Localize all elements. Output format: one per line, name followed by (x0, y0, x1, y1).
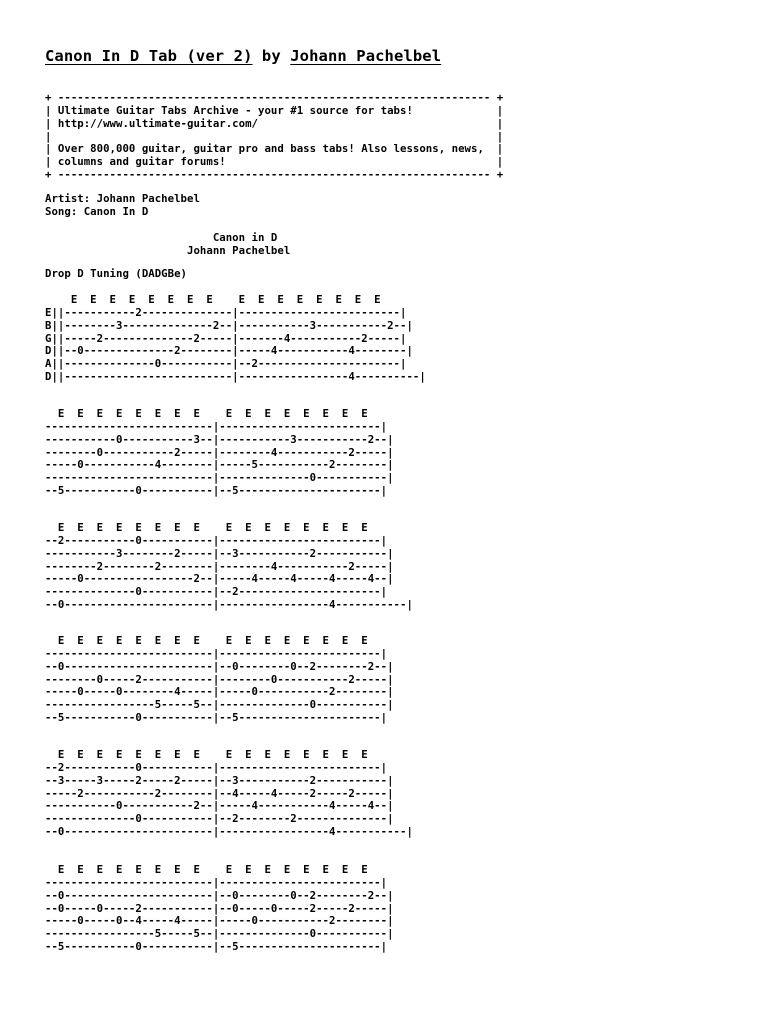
song-title-link[interactable]: Canon In D Tab (ver 2) (45, 47, 253, 65)
title-by-text: by (252, 47, 291, 65)
tab-staff: E E E E E E E E E E E E E E E E --------------------------|-------------------------| -----------0-----------3--|-----------3-----------2--| --------0-----------2-----|--------4-----------2-----| -----0-----------4--------|-----5-----------2--------| --------------------------|--------------0-----------| --5-----------0-----------|--5----------------------| (45, 407, 394, 498)
tab-staff: E E E E E E E E E E E E E E E E --------------------------|-------------------------| --0-----------------------|--0--------0--2--------2--| --0-----0-----2-----------|--0-----0-----2-----2-----| -----0-----0--4-----4-----|-----0-----------2--------| -----------------5-----5--|--------------0-----------| --5-----------0-----------|--5----------------------| (45, 863, 394, 954)
tab-staff: E E E E E E E E E E E E E E E E --------------------------|-------------------------| --0-----------------------|--0--------0--2--------2--| --------0-----2-----------|--------0-----------2-----| -----0-----0--------4-----|-----0-----------2--------| -----------------5-----5--|--------------0-----------| --5-----------0-----------|--5----------------------| (45, 634, 394, 725)
artist-line: Artist: Johann Pachelbel (45, 192, 200, 205)
centered-song-heading: Canon in D Johann Pachelbel (186, 231, 291, 257)
artist-title-link[interactable]: Johann Pachelbel (290, 47, 442, 65)
tuning-line: Drop D Tuning (DADGBe) (45, 267, 187, 280)
tab-staff: E E E E E E E E E E E E E E E E --2-----------0-----------|-------------------------| --3-----3-----2-----2-----|--3-----------2-----------| -----2-----------2--------|--4-----4-----2-----2-----| -----------0-----------2--|-----4-----------4-----4--| --------------0-----------|--2--------2--------------| --0-----------------------|-----------------4-----------| (45, 748, 413, 839)
archive-banner-box: + ------------------------------------------------------------------- + | Ultimate Guitar Tabs Archive - your #1 source for tabs! | | http://www.ultimate-guitar.com/ | | | | Over 800,000 guitar, guitar pro and bass tabs! Also lessons, news, | | columns and guitar forums! | + ------------------------------------------------------------------- + (45, 91, 504, 182)
tab-staff: E E E E E E E E E E E E E E E E E||-----------2--------------|-------------------------| B||--------3--------------2--|-----------3-----------2--| G||-----2--------------2-----|-------4-----------2-----| D||--0--------------2--------|-----4-----------4--------| A||--------------0-----------|--2----------------------| D||--------------------------|-----------------4----------| (45, 293, 426, 384)
song-line: Song: Canon In D (45, 205, 149, 218)
page-title (45, 47, 441, 65)
tab-staff: E E E E E E E E E E E E E E E E --2-----------0-----------|-------------------------| -----------3--------2-----|--3-----------2-----------| --------2--------2--------|--------4-----------2-----| -----0-----------------2--|-----4-----4-----4-----4--| --------------0-----------|--2----------------------| --0-----------------------|-----------------4-----------| (45, 521, 413, 612)
